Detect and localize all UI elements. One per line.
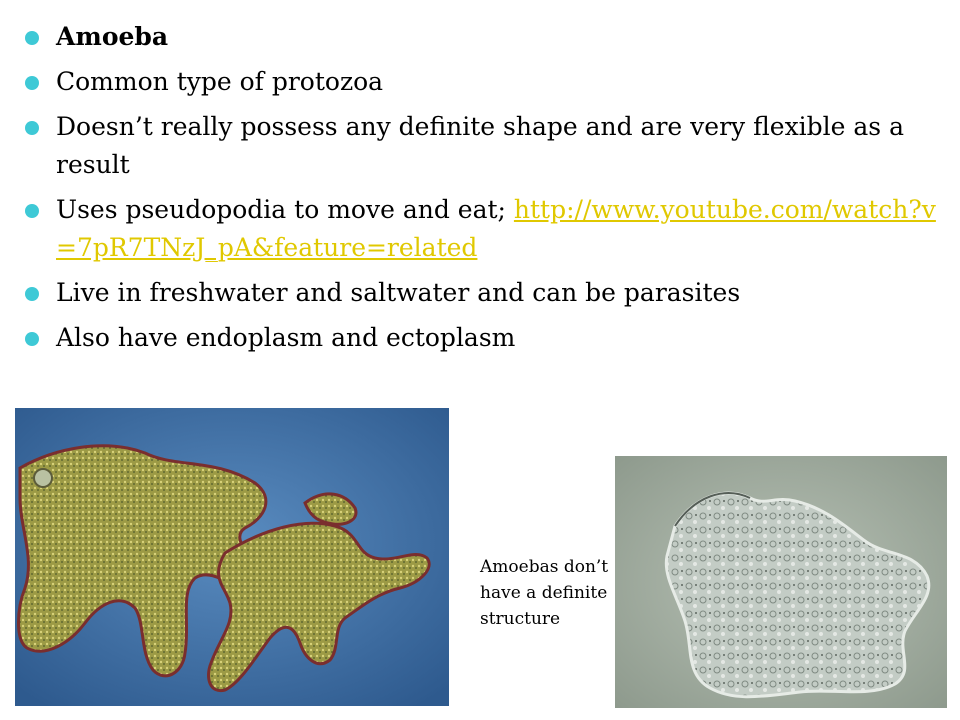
bullet-icon: [25, 204, 39, 218]
bullet-text: Amoeba: [56, 22, 169, 51]
bullet-item: [20, 108, 940, 184]
bullet-item: [20, 18, 940, 56]
amoeba-illustration: [15, 408, 449, 706]
bullet-text: Uses pseudopodia to move and eat;: [56, 195, 514, 224]
bullet-icon: [25, 287, 39, 301]
bullet-icon: [25, 121, 39, 135]
bullet-item: [20, 319, 940, 357]
amoeba-photo-color: [15, 408, 449, 706]
bullet-text: Common type of protozoa: [56, 67, 384, 96]
youtube-link[interactable]: http://www.youtube.com/watch?v=7pR7TNzJ_pA&feature=related: [56, 195, 936, 262]
image-caption: Amoebas don’t have a definite structure: [480, 557, 609, 629]
bullet-item: [20, 63, 940, 101]
bullet-text: Doesn’t really possess any definite shape and are very flexible as a result: [56, 112, 904, 179]
amoeba-photo-grayscale: [615, 456, 947, 708]
bullet-icon: [25, 31, 39, 45]
amoeba-micrograph: [615, 456, 947, 708]
bullet-text: Also have endoplasm and ectoplasm: [56, 323, 516, 352]
bullet-list: [20, 18, 940, 364]
bullet-icon: [25, 332, 39, 346]
bullet-item: [20, 274, 940, 312]
bullet-item: [20, 191, 940, 267]
bullet-icon: [25, 76, 39, 90]
bullet-text: Live in freshwater and saltwater and can be parasites: [56, 278, 741, 307]
